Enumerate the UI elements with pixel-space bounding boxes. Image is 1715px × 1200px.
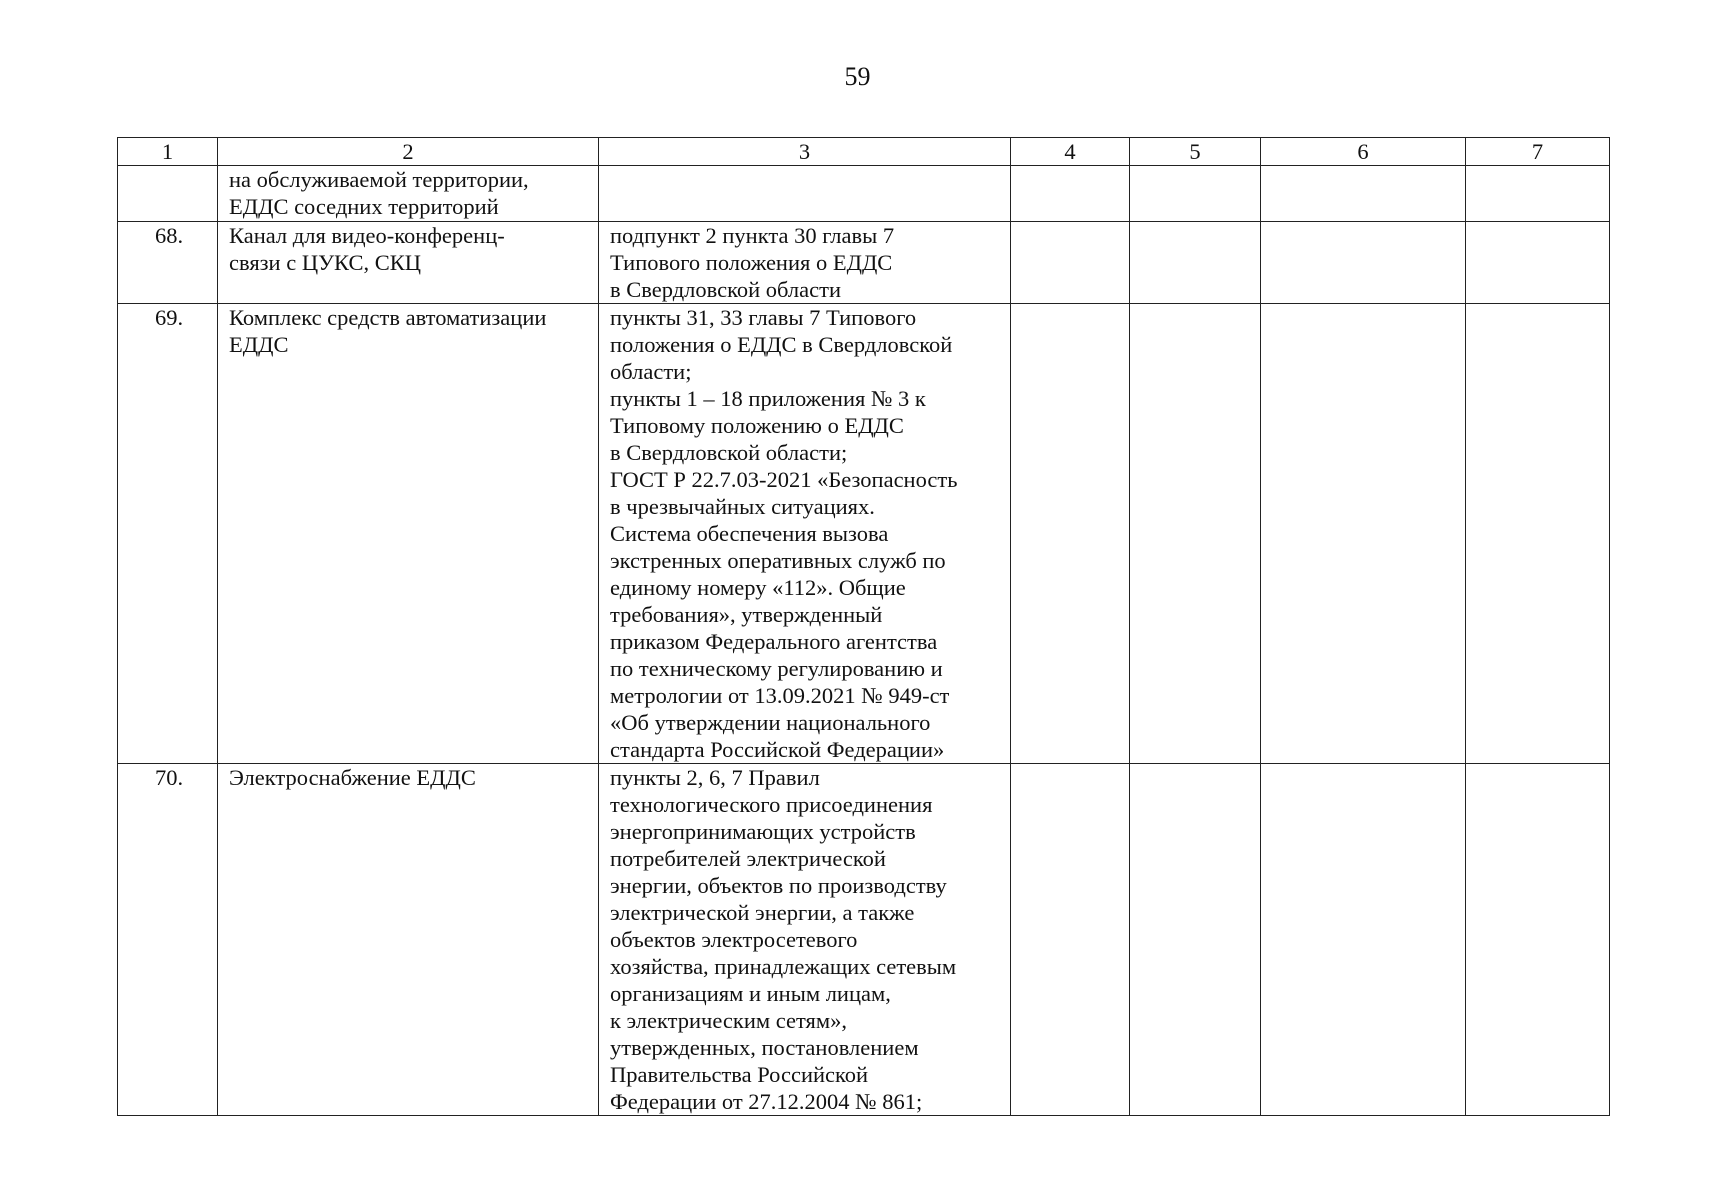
legal-basis-line: приказом Федерального агентства [610, 629, 938, 654]
cell-col-7 [1466, 222, 1610, 304]
row-number: 68. [118, 222, 218, 304]
table-row [118, 304, 1610, 764]
legal-basis-line: объектов электросетевого [610, 927, 858, 952]
column-header: 5 [1130, 138, 1261, 166]
cell-col-4 [1011, 166, 1130, 222]
cell-col-5 [1130, 166, 1261, 222]
item-name [218, 166, 599, 222]
item-name-line: ЕДДС [229, 332, 289, 357]
legal-basis-line: метрологии от 13.09.2021 № 949-ст [610, 683, 950, 708]
column-header: 3 [599, 138, 1011, 166]
cell-col-7 [1466, 764, 1610, 1116]
legal-basis [599, 304, 1011, 764]
item-name-line: связи с ЦУКС, СКЦ [229, 250, 421, 275]
legal-basis-line: Типовому положению о ЕДДС [610, 413, 904, 438]
cell-col-5 [1130, 304, 1261, 764]
table-row [118, 764, 1610, 1116]
row-number: 69. [118, 304, 218, 764]
cell-col-7 [1466, 304, 1610, 764]
legal-basis-line: технологического присоединения [610, 792, 933, 817]
item-name [218, 764, 599, 1116]
legal-basis-line: Федерации от 27.12.2004 № 861; [610, 1089, 923, 1114]
legal-basis-line: требования», утвержденный [610, 602, 883, 627]
legal-basis-line: пункты 1 – 18 приложения № 3 к [610, 386, 926, 411]
legal-basis-line: к электрическим сетям», [610, 1008, 847, 1033]
row-number: 70. [118, 764, 218, 1116]
item-name-line: на обслуживаемой территории, [229, 167, 529, 192]
cell-col-4 [1011, 222, 1130, 304]
legal-basis-line: «Об утверждении национального [610, 710, 931, 735]
item-name-line: Электроснабжение ЕДДС [229, 765, 476, 790]
legal-basis-line: экстренных оперативных служб по [610, 548, 946, 573]
table-row [118, 222, 1610, 304]
legal-basis-line: в чрезвычайных ситуациях. [610, 494, 875, 519]
legal-basis-line: пункты 31, 33 главы 7 Типового [610, 305, 917, 330]
legal-basis-line: в Свердловской области; [610, 440, 848, 465]
item-name-line: ЕДДС соседних территорий [229, 194, 499, 219]
row-number [118, 166, 218, 222]
legal-basis-line: утвержденных, постановлением [610, 1035, 919, 1060]
column-header: 2 [218, 138, 599, 166]
legal-basis-line: Система обеспечения вызова [610, 521, 889, 546]
cell-col-5 [1130, 222, 1261, 304]
cell-col-4 [1011, 304, 1130, 764]
item-name [218, 222, 599, 304]
legal-basis-line: хозяйства, принадлежащих сетевым [610, 954, 957, 979]
legal-basis-line: Типового положения о ЕДДС [610, 250, 893, 275]
legal-basis-line: пункты 2, 6, 7 Правил [610, 765, 820, 790]
column-number-header-row [118, 138, 1610, 166]
legal-basis-line: в Свердловской области [610, 277, 842, 302]
cell-col-5 [1130, 764, 1261, 1116]
legal-basis-line: стандарта Российской Федерации» [610, 737, 945, 762]
cell-col-7 [1466, 166, 1610, 222]
item-name-line: Комплекс средств автоматизации [229, 305, 547, 330]
legal-basis-line: потребителей электрической [610, 846, 886, 871]
column-header: 1 [118, 138, 218, 166]
legal-basis-line: энергии, объектов по производству [610, 873, 947, 898]
item-name [218, 304, 599, 764]
cell-col-6 [1261, 166, 1466, 222]
page-number: 59 [844, 62, 871, 91]
cell-col-4 [1011, 764, 1130, 1116]
legal-basis [599, 166, 1011, 222]
legal-basis [599, 764, 1011, 1116]
legal-basis-line: единому номеру «112». Общие [610, 575, 906, 600]
cell-col-6 [1261, 222, 1466, 304]
legal-basis-line: положения о ЕДДС в Свердловской [610, 332, 953, 357]
legal-basis-line: энергопринимающих устройств [610, 819, 916, 844]
column-header: 6 [1261, 138, 1466, 166]
column-header: 4 [1011, 138, 1130, 166]
legal-basis-line: электрической энергии, а также [610, 900, 915, 925]
cell-col-6 [1261, 764, 1466, 1116]
legal-basis-line: по техническому регулированию и [610, 656, 943, 681]
legal-basis-line: Правительства Российской [610, 1062, 869, 1087]
legal-basis-line: ГОСТ Р 22.7.03-2021 «Безопасность [610, 467, 958, 492]
item-name-line: Канал для видео-конференц- [229, 223, 505, 248]
legal-basis-line: подпункт 2 пункта 30 главы 7 [610, 223, 895, 248]
column-header: 7 [1466, 138, 1610, 166]
legal-basis-line: области; [610, 359, 692, 384]
legal-basis [599, 222, 1011, 304]
table-row [118, 166, 1610, 222]
legal-basis-line: организациям и иным лицам, [610, 981, 891, 1006]
requirements-table [117, 137, 1610, 1116]
cell-col-6 [1261, 304, 1466, 764]
